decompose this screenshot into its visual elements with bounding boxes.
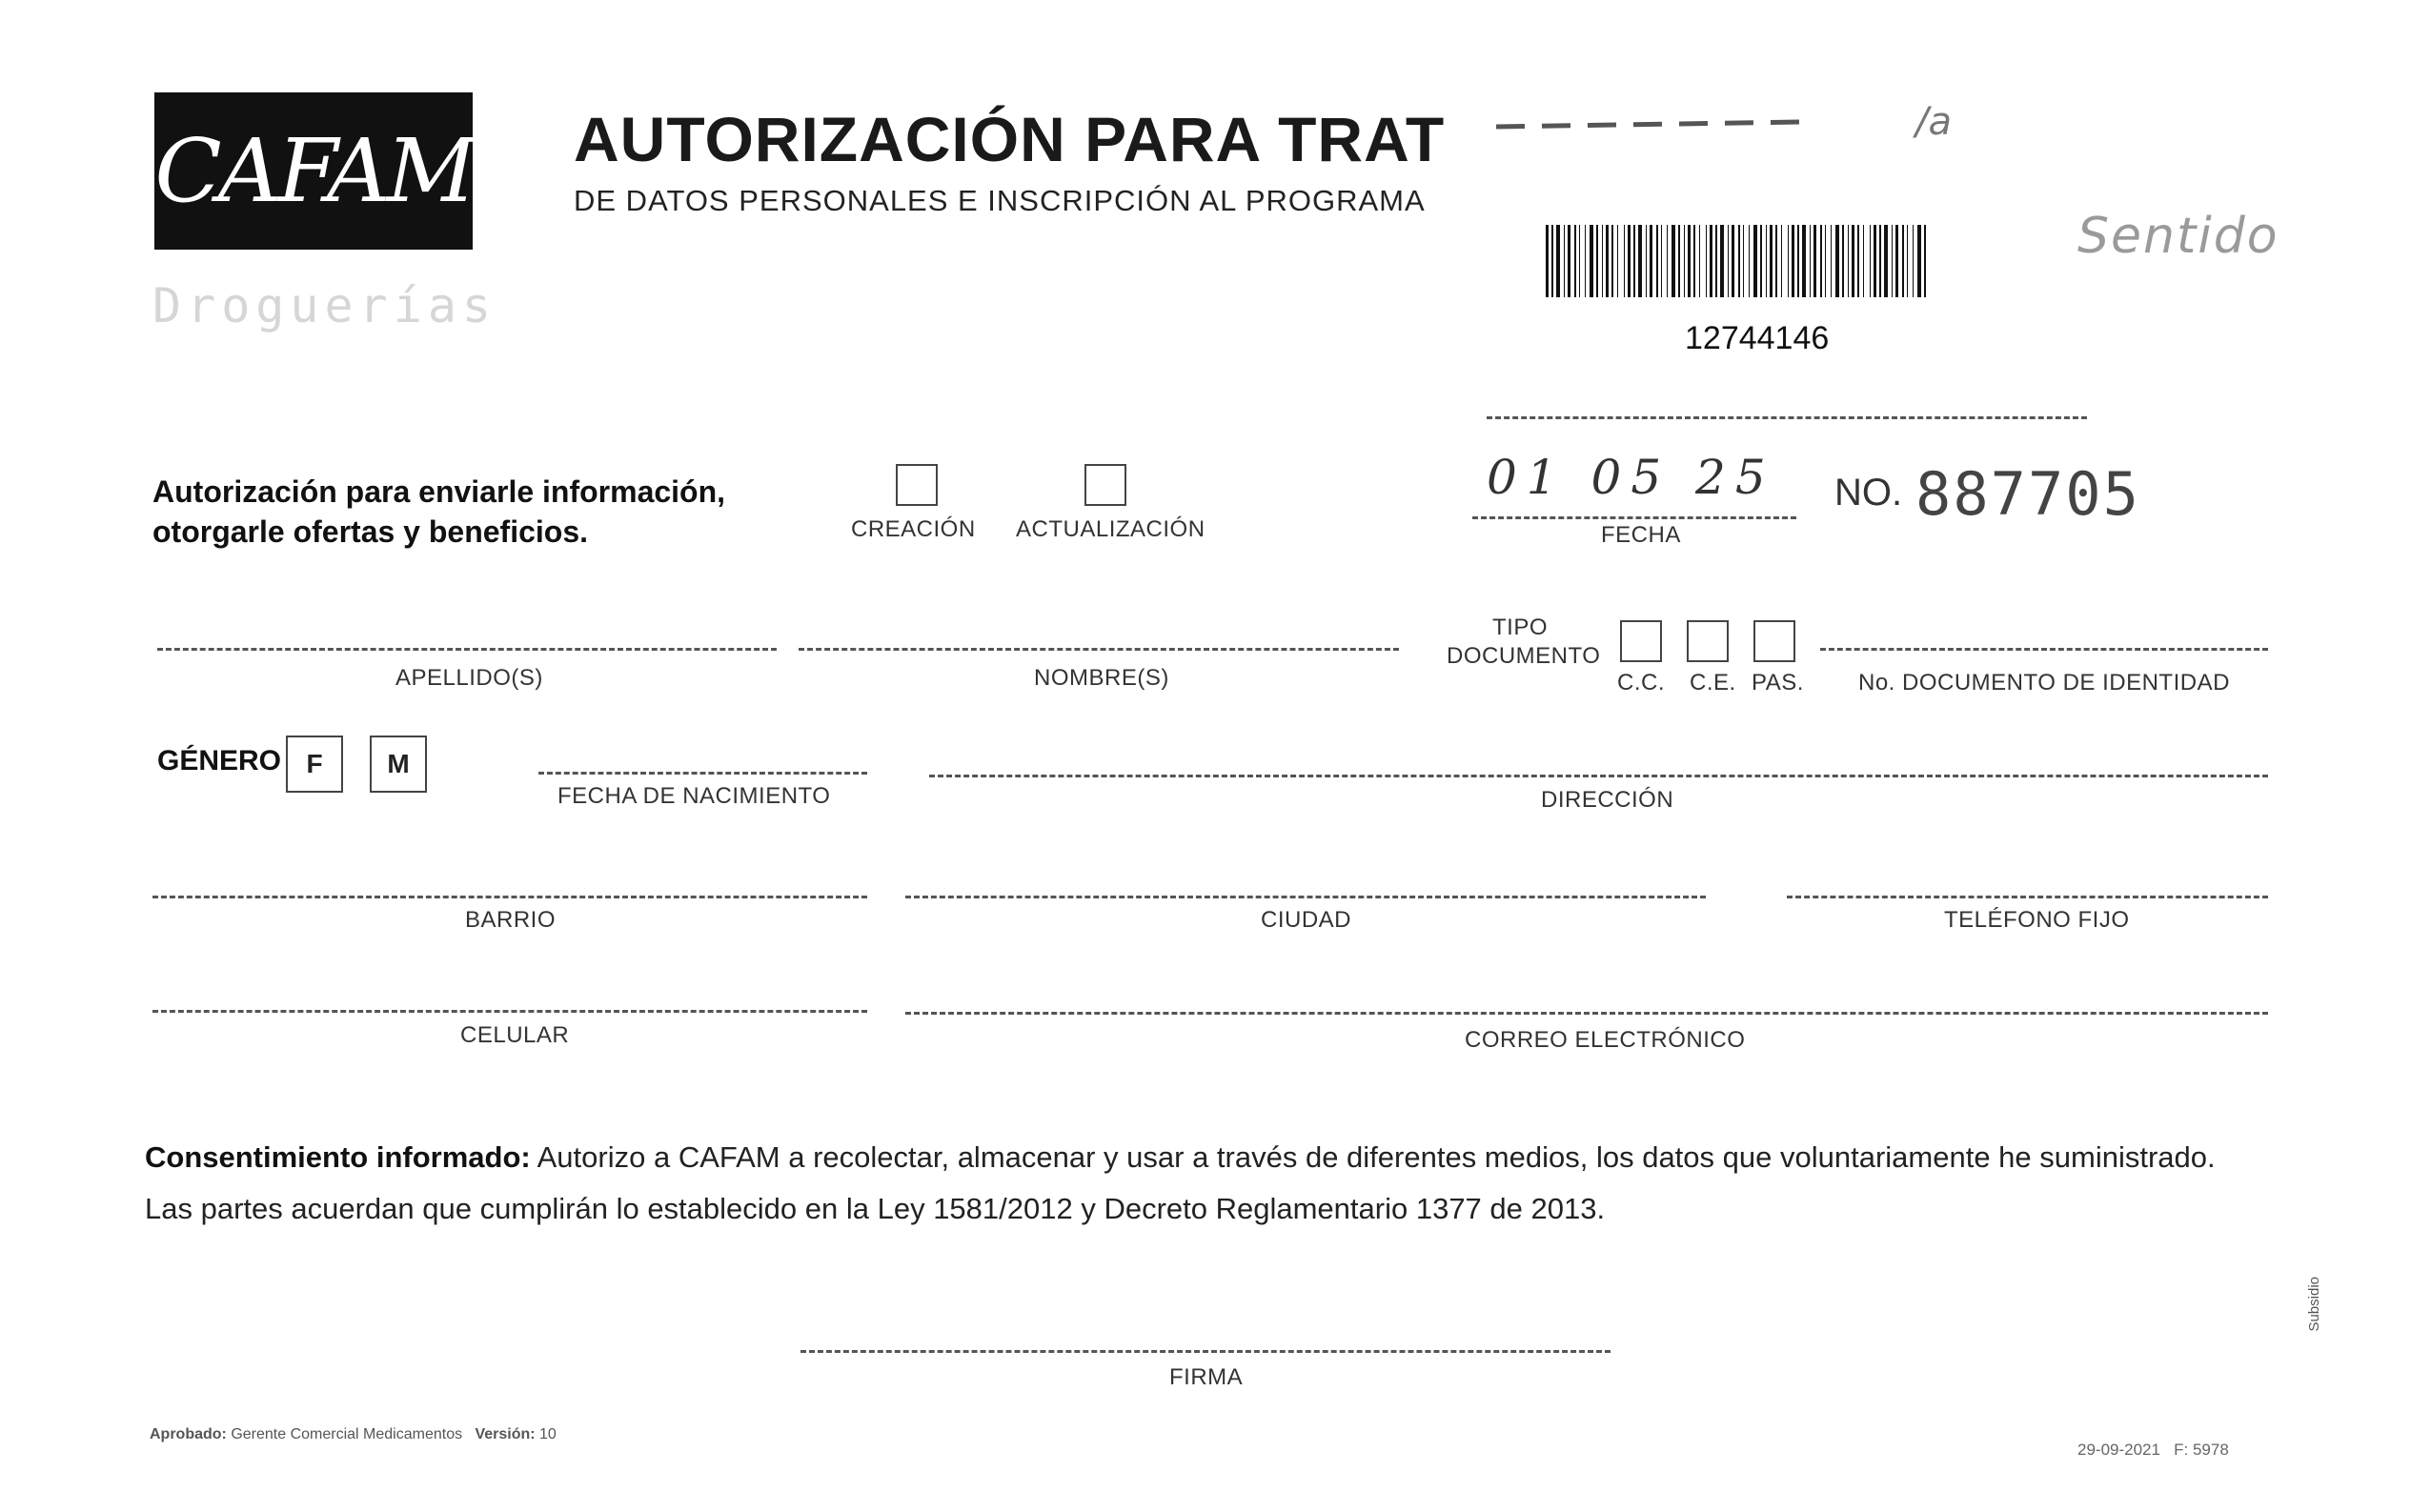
redacted-title-marks bbox=[1496, 112, 1811, 141]
fecha-line bbox=[1472, 516, 1796, 519]
apellidos-label: APELLIDO(S) bbox=[395, 665, 543, 691]
creacion-label: CREACIÓN bbox=[851, 516, 976, 542]
version-label: Versión: bbox=[475, 1426, 536, 1442]
cc-checkbox[interactable] bbox=[1620, 620, 1662, 662]
firma-label: FIRMA bbox=[1169, 1364, 1244, 1390]
direccion-line[interactable] bbox=[929, 775, 2268, 777]
tipo-documento-label-1: TIPO bbox=[1492, 615, 1549, 640]
footer-date-code bbox=[2077, 1441, 2229, 1460]
footer-approval bbox=[150, 1426, 557, 1443]
ciudad-label: CIUDAD bbox=[1261, 907, 1352, 933]
celular-line[interactable] bbox=[152, 1010, 867, 1013]
authorization-line-2: otorgarle ofertas y beneficios. bbox=[152, 514, 589, 549]
documento-label: No. DOCUMENTO DE IDENTIDAD bbox=[1858, 670, 2230, 696]
actualizacion-label: ACTUALIZACIÓN bbox=[1016, 516, 1206, 542]
barrio-label: BARRIO bbox=[465, 907, 557, 933]
genero-f-checkbox[interactable] bbox=[286, 736, 343, 793]
drogerias-logo-text: Droguerías bbox=[152, 278, 497, 333]
fecha-nacimiento-label: FECHA DE NACIMIENTO bbox=[557, 783, 831, 809]
separator-line bbox=[1487, 416, 2087, 419]
nombres-label: NOMBRE(S) bbox=[1034, 665, 1169, 691]
apellidos-line[interactable] bbox=[157, 648, 777, 651]
authorization-text bbox=[152, 472, 725, 552]
telefono-line[interactable] bbox=[1787, 896, 2268, 898]
ciudad-line[interactable] bbox=[905, 896, 1706, 898]
telefono-label: TELÉFONO FIJO bbox=[1944, 907, 2130, 933]
footer-date: 29-09-2021 bbox=[2077, 1441, 2160, 1459]
direccion-label: DIRECCIÓN bbox=[1541, 787, 1674, 813]
actualizacion-checkbox[interactable] bbox=[1084, 464, 1126, 506]
form-number-value: 887705 bbox=[1915, 459, 2140, 529]
version-value: 10 bbox=[539, 1426, 557, 1442]
firma-line[interactable] bbox=[800, 1350, 1611, 1353]
tipo-documento-label-2: DOCUMENTO bbox=[1447, 643, 1601, 669]
fecha-nacimiento-line[interactable] bbox=[538, 772, 867, 775]
aprobado-label: Aprobado: bbox=[150, 1426, 227, 1442]
pas-label: PAS. bbox=[1752, 670, 1804, 696]
sentido-logo: Sentido bbox=[2077, 208, 2279, 265]
genero-label: GÉNERO bbox=[157, 745, 282, 776]
celular-label: CELULAR bbox=[460, 1022, 570, 1048]
documento-line[interactable] bbox=[1820, 648, 2268, 651]
form-subtitle: DE DATOS PERSONALES E INSCRIPCIÓN AL PROGRAMA bbox=[574, 184, 1426, 217]
fecha-value[interactable]: 01 05 25 bbox=[1487, 450, 1775, 505]
consent-text-2: Las partes acuerdan que cumplirán lo establecido en la Ley 1581/2012 y Decreto Reglamentario 1377 de 2013. bbox=[145, 1192, 1606, 1225]
genero-m-checkbox[interactable] bbox=[370, 736, 427, 793]
handwritten-mark: /a bbox=[1915, 100, 1952, 144]
consent-text-1: Autorizo a CAFAM a recolectar, almacenar y usar a través de diferentes medios, los datos que voluntariamente he suministrado. bbox=[537, 1140, 2216, 1174]
genero-m-label: M bbox=[387, 749, 410, 778]
nombres-line[interactable] bbox=[799, 648, 1399, 651]
barcode bbox=[1546, 225, 1933, 297]
genero-f-label: F bbox=[306, 749, 323, 778]
barrio-line[interactable] bbox=[152, 896, 867, 898]
aprobado-value: Gerente Comercial Medicamentos bbox=[231, 1426, 463, 1442]
authorization-line-1: Autorización para enviarle información, bbox=[152, 474, 726, 509]
barcode-number: 12744146 bbox=[1685, 320, 1830, 356]
consent-title: Consentimiento informado: bbox=[145, 1140, 531, 1174]
consent-paragraph bbox=[145, 1132, 2279, 1235]
creacion-checkbox[interactable] bbox=[896, 464, 938, 506]
ce-checkbox[interactable] bbox=[1687, 620, 1729, 662]
correo-line[interactable] bbox=[905, 1012, 2268, 1015]
ce-label: C.E. bbox=[1690, 670, 1736, 696]
cafam-logo: CAFAM bbox=[154, 92, 473, 250]
form-title: AUTORIZACIÓN PARA TRAT bbox=[574, 104, 1446, 174]
form-number-label: NO. bbox=[1834, 472, 1903, 514]
correo-label: CORREO ELECTRÓNICO bbox=[1465, 1027, 1746, 1053]
fecha-label: FECHA bbox=[1601, 522, 1681, 548]
pas-checkbox[interactable] bbox=[1753, 620, 1795, 662]
footer-code: F: 5978 bbox=[2174, 1441, 2229, 1459]
cc-label: C.C. bbox=[1617, 670, 1665, 696]
side-vertical-text: Subsidio bbox=[2306, 1277, 2322, 1332]
